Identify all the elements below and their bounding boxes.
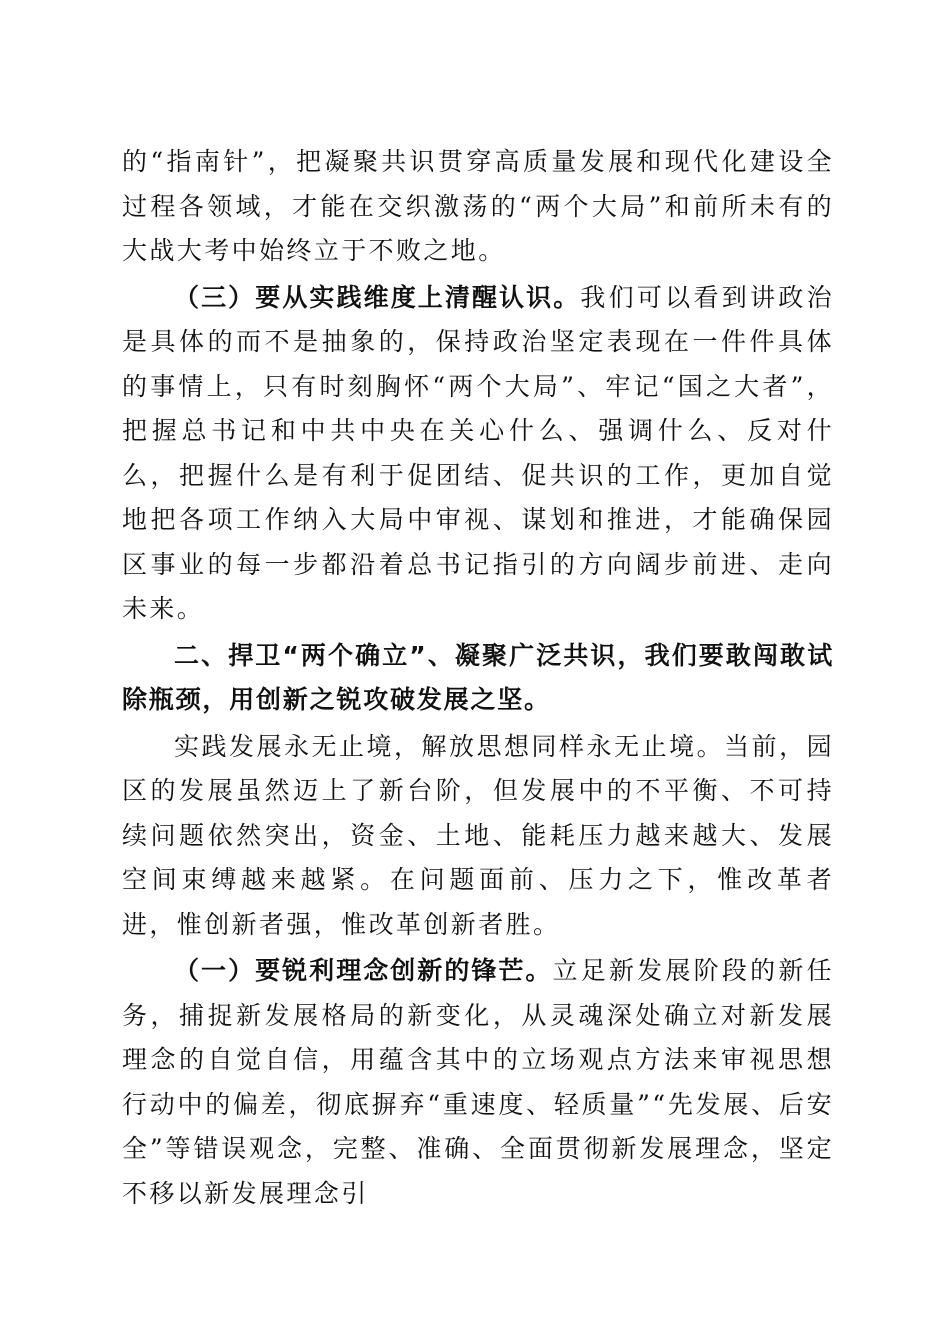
paragraph-body-practice: 我们可以看到讲政治是具体的而不是抽象的，保持政治坚定表现在一件件具体的事情上，只有时刻胸怀“两个大局”、牢记“国之大者”，把握总书记和中共中央在关心什么、强调什么、反对什么，把握什么是有利于促团结、促共识的工作，更加自觉地把各项工作纳入大局中审视、谋划和推进，才能确保园区事业的每一步都沿着总书记指引的方向阔步前进、走向未来。 — [122, 282, 834, 623]
paragraph-concept-innovation — [122, 949, 834, 1216]
paragraph-practice-dimension — [122, 276, 834, 632]
paragraph-lead-concept: （一）要锐利理念创新的锋芒。 — [174, 956, 553, 985]
document-page — [122, 140, 834, 1216]
paragraph-lead-practice: （三）要从实践维度上清醒认识。 — [174, 282, 581, 312]
section-heading-two: 二、捍卫“两个确立”、凝聚广泛共识，我们要敢闯敢试除瓶颈，用创新之锐攻破发展之坚。 — [122, 640, 834, 714]
paragraph-reform-intro: 实践发展永无止境，解放思想同样永无止境。当前，园区的发展虽然迈上了新台阶，但发展中的不平衡、不可持续问题依然突出，资金、土地、能耗压力越来越大、发展空间束缚越来越紧。在问题面前、压力之下，惟改革者进，惟创新者强，惟改革创新者胜。 — [122, 731, 834, 939]
paragraph-body-concept: 立足新发展阶段的新任务，捕捉新发展格局的新变化，从灵魂深处确立对新发展理念的自觉自信，用蕴含其中的立场观点方法来审视思想行动中的偏差，彻底摒弃“重速度、轻质量”“先发展、后安全”等错误观念，完整、准确、全面贯彻新发展理念，坚定不移以新发展理念引 — [122, 956, 834, 1208]
paragraph-continuation: 的“指南针”，把凝聚共识贯穿高质量发展和现代化建设全过程各领域，才能在交织激荡的“两个大局”和前所未有的大战大考中始终立于不败之地。 — [122, 147, 834, 265]
